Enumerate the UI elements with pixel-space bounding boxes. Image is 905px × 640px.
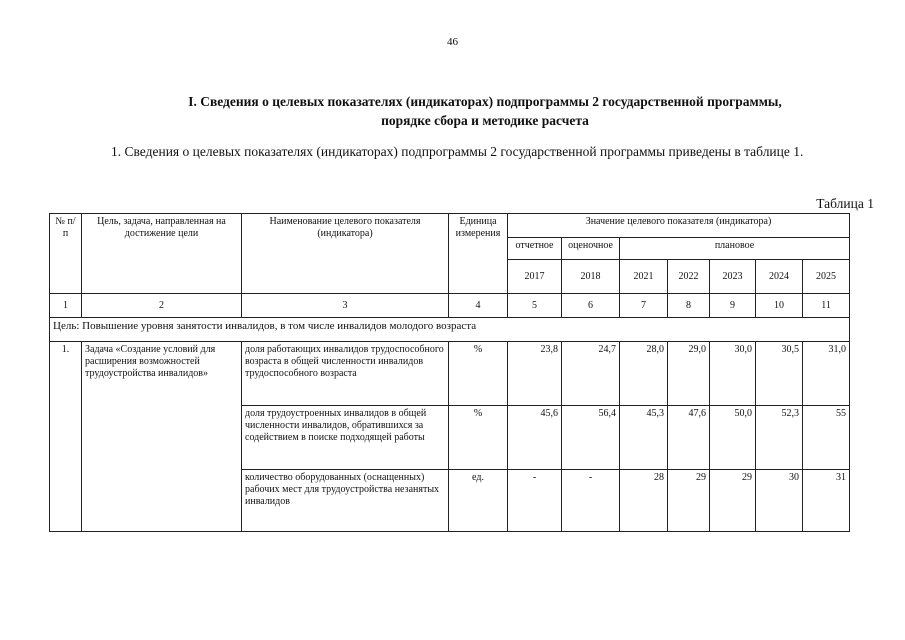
indicator-value: 45,6 bbox=[508, 406, 562, 470]
indicators-table bbox=[49, 213, 850, 532]
column-number: 2 bbox=[82, 294, 242, 318]
column-number: 1 bbox=[50, 294, 82, 318]
indicator-value: 31 bbox=[803, 470, 850, 532]
indicator-name: количество оборудованных (оснащенных) рабочих мест для трудоустройства незанятых инвалидов bbox=[242, 470, 449, 532]
header-planned: плановое bbox=[620, 238, 850, 260]
indicator-value: 29 bbox=[668, 470, 710, 532]
column-number: 7 bbox=[620, 294, 668, 318]
indicator-value: 55 bbox=[803, 406, 850, 470]
indicator-value: 45,3 bbox=[620, 406, 668, 470]
column-number: 8 bbox=[668, 294, 710, 318]
column-number: 5 bbox=[508, 294, 562, 318]
heading-line-2: порядке сбора и методике расчета bbox=[381, 113, 589, 128]
header-year: 2023 bbox=[710, 260, 756, 294]
indicator-value: - bbox=[562, 470, 620, 532]
column-number: 11 bbox=[803, 294, 850, 318]
header-unit: Единица измерения bbox=[449, 214, 508, 294]
indicator-name: доля трудоустроенных инвалидов в общей численности инвалидов, обратившихся за содействием в поиске подходящей работы bbox=[242, 406, 449, 470]
header-year: 2021 bbox=[620, 260, 668, 294]
indicator-value: 24,7 bbox=[562, 342, 620, 406]
heading-line-1: I. Сведения о целевых показателях (индикаторах) подпрограммы 2 государственной программы, bbox=[188, 94, 782, 109]
column-number: 4 bbox=[449, 294, 508, 318]
header-year: 2022 bbox=[668, 260, 710, 294]
header-goal: Цель, задача, направленная на достижение цели bbox=[82, 214, 242, 294]
header-value-group: Значение целевого показателя (индикатора) bbox=[508, 214, 850, 238]
header-estimated: оценочное bbox=[562, 238, 620, 260]
indicator-value: 47,6 bbox=[668, 406, 710, 470]
indicator-value: 56,4 bbox=[562, 406, 620, 470]
header-reported: отчетное bbox=[508, 238, 562, 260]
indicator-value: - bbox=[508, 470, 562, 532]
indicator-value: 31,0 bbox=[803, 342, 850, 406]
column-number: 6 bbox=[562, 294, 620, 318]
indicator-value: 29 bbox=[710, 470, 756, 532]
header-year: 2018 bbox=[562, 260, 620, 294]
indicator-value: 28 bbox=[620, 470, 668, 532]
indicator-name: доля работающих инвалидов трудоспособного возраста в общей численности инвалидов трудоспособного возраста bbox=[242, 342, 449, 406]
page-number: 46 bbox=[447, 36, 458, 48]
header-year: 2025 bbox=[803, 260, 850, 294]
intro-paragraph: 1. Сведения о целевых показателях (индикаторах) подпрограммы 2 государственной программы приведены в таблице 1. bbox=[111, 144, 804, 159]
section-heading bbox=[90, 92, 880, 130]
table-caption: Таблица 1 bbox=[816, 196, 874, 211]
indicator-value: 30,5 bbox=[756, 342, 803, 406]
indicator-value: 23,8 bbox=[508, 342, 562, 406]
task-number: 1. bbox=[50, 342, 82, 532]
header-year: 2024 bbox=[756, 260, 803, 294]
indicator-value: 30,0 bbox=[710, 342, 756, 406]
indicator-value: 28,0 bbox=[620, 342, 668, 406]
goal-row: Цель: Повышение уровня занятости инвалидов, в том числе инвалидов молодого возраста bbox=[50, 318, 850, 342]
indicator-value: 30 bbox=[756, 470, 803, 532]
task-text: Задача «Создание условий для расширения возможностей трудоустройства инвалидов» bbox=[82, 342, 242, 532]
header-num: № п/п bbox=[50, 214, 82, 294]
column-number: 10 bbox=[756, 294, 803, 318]
indicator-unit: % bbox=[449, 406, 508, 470]
indicator-unit: % bbox=[449, 342, 508, 406]
column-number: 3 bbox=[242, 294, 449, 318]
header-indicator-name: Наименование целевого показателя (индикатора) bbox=[242, 214, 449, 294]
column-number: 9 bbox=[710, 294, 756, 318]
indicator-value: 52,3 bbox=[756, 406, 803, 470]
indicator-unit: ед. bbox=[449, 470, 508, 532]
indicator-value: 29,0 bbox=[668, 342, 710, 406]
header-year: 2017 bbox=[508, 260, 562, 294]
indicator-value: 50,0 bbox=[710, 406, 756, 470]
